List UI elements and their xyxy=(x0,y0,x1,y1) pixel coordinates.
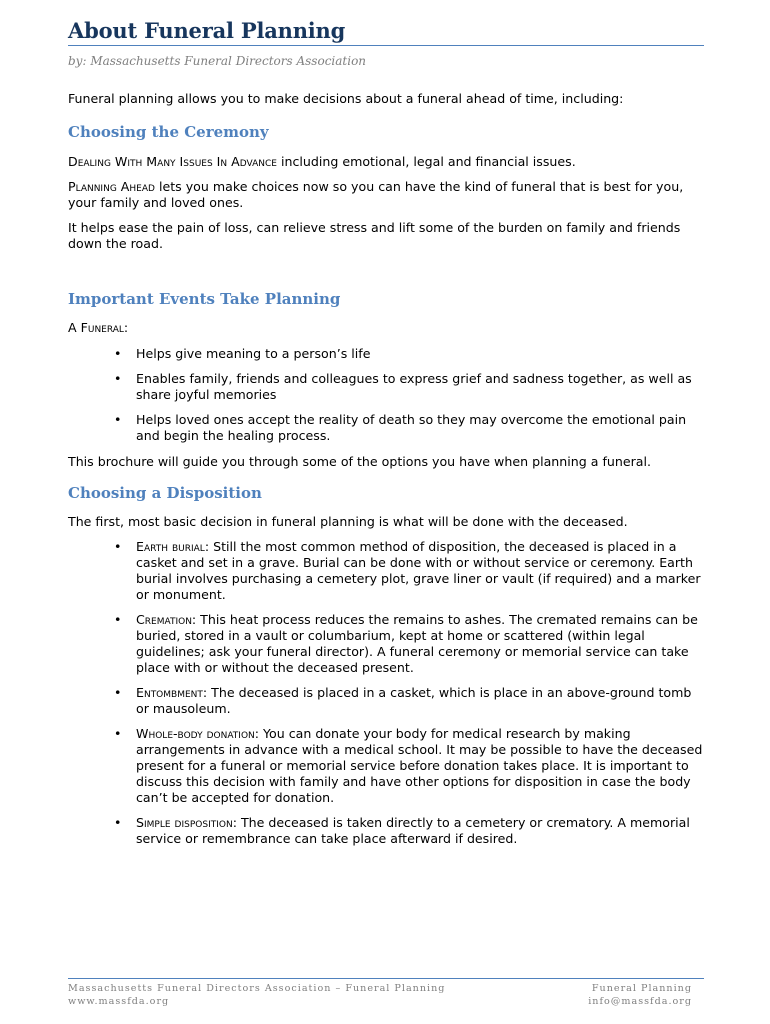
paragraph-planning-ahead xyxy=(68,179,704,211)
heading-choosing-disposition: Choosing a Disposition xyxy=(68,484,262,502)
page-title: About Funeral Planning xyxy=(68,18,704,46)
bullet-icon: • xyxy=(114,815,122,830)
text-planning-ahead: lets you make choices now so you can have the kind of funeral that is best for you, your family and loved ones. xyxy=(68,179,684,210)
heading-important-events: Important Events Take Planning xyxy=(68,290,341,308)
page-footer xyxy=(68,978,704,1007)
bullet-icon: • xyxy=(114,412,122,427)
document-page xyxy=(68,18,704,847)
text-dealing: including emotional, legal and financial issues. xyxy=(276,154,576,169)
intro-paragraph: Funeral planning allows you to make decisions about a funeral ahead of time, including: xyxy=(68,91,624,106)
funeral-benefits-list xyxy=(68,346,704,444)
disposition-list xyxy=(68,539,704,847)
bullet-icon: • xyxy=(114,726,122,741)
footer-left xyxy=(68,982,445,1008)
list-item: • Simple disposition: The deceased is taken directly to a cemetery or crematory. A memorial service or remembrance can take place afterward if desired. xyxy=(114,815,690,846)
footer-right xyxy=(588,982,692,1008)
footer-website: www.massfda.org xyxy=(68,996,170,1007)
list-item: • Helps loved ones accept the reality of death so they may overcome the emotional pain and begin the healing process. xyxy=(114,412,687,443)
funeral-label: A Funeral: xyxy=(68,320,129,335)
lead-dealing: Dealing With Many Issues In Advance xyxy=(68,154,277,169)
footer-org-title: Massachusetts Funeral Directors Association – Funeral Planning xyxy=(68,983,446,994)
footer-email: info@massfda.org xyxy=(588,996,692,1007)
disposition-intro: The first, most basic decision in funeral planning is what will be done with the deceased. xyxy=(68,514,628,529)
list-item: • Enables family, friends and colleagues to express grief and sadness together, as well as share joyful memories xyxy=(114,371,692,402)
lead-planning-ahead: Planning Ahead xyxy=(68,179,155,194)
bullet-icon: • xyxy=(114,346,122,361)
bullet-icon: • xyxy=(114,612,122,627)
closing-paragraph: This brochure will guide you through some of the options you have when planning a funeral. xyxy=(68,454,651,469)
bullet-icon: • xyxy=(114,539,122,554)
paragraph-eases-pain: It helps ease the pain of loss, can relieve stress and lift some of the burden on family and friends down the road. xyxy=(68,220,681,251)
paragraph-dealing xyxy=(68,154,704,170)
footer-doc-title: Funeral Planning xyxy=(591,983,692,994)
heading-choosing-ceremony: Choosing the Ceremony xyxy=(68,123,269,141)
bullet-icon: • xyxy=(114,685,122,700)
list-item: • Whole-body donation: You can donate your body for medical research by making arrangements in advance with a medical school. It may be possible to have the deceased present for a funeral or memorial service before donation takes place. It is important to discuss this decision with family and have other options for disposition in case the body can’t be accepted for donation. xyxy=(114,726,703,805)
byline: by: Massachusetts Funeral Directors Association xyxy=(68,54,367,68)
bullet-icon: • xyxy=(114,371,122,386)
list-item: • Entombment: The deceased is placed in a casket, which is place in an above-ground tomb or mausoleum. xyxy=(114,685,692,716)
list-item: • Helps give meaning to a person’s life xyxy=(114,346,371,361)
list-item: • Cremation: This heat process reduces the remains to ashes. The cremated remains can be buried, stored in a vault or columbarium, kept at home or scattered (within legal guidelines; ask your funeral director). A funeral ceremony or memorial service can take place with or without the deceased present. xyxy=(114,612,698,675)
list-item: • Earth burial: Still the most common method of disposition, the deceased is placed in a casket and set in a grave. Burial can be done with or without service or ceremony. Earth burial involves purchasing a cemetery plot, grave liner or vault (if required) and a marker or monument. xyxy=(114,539,701,602)
